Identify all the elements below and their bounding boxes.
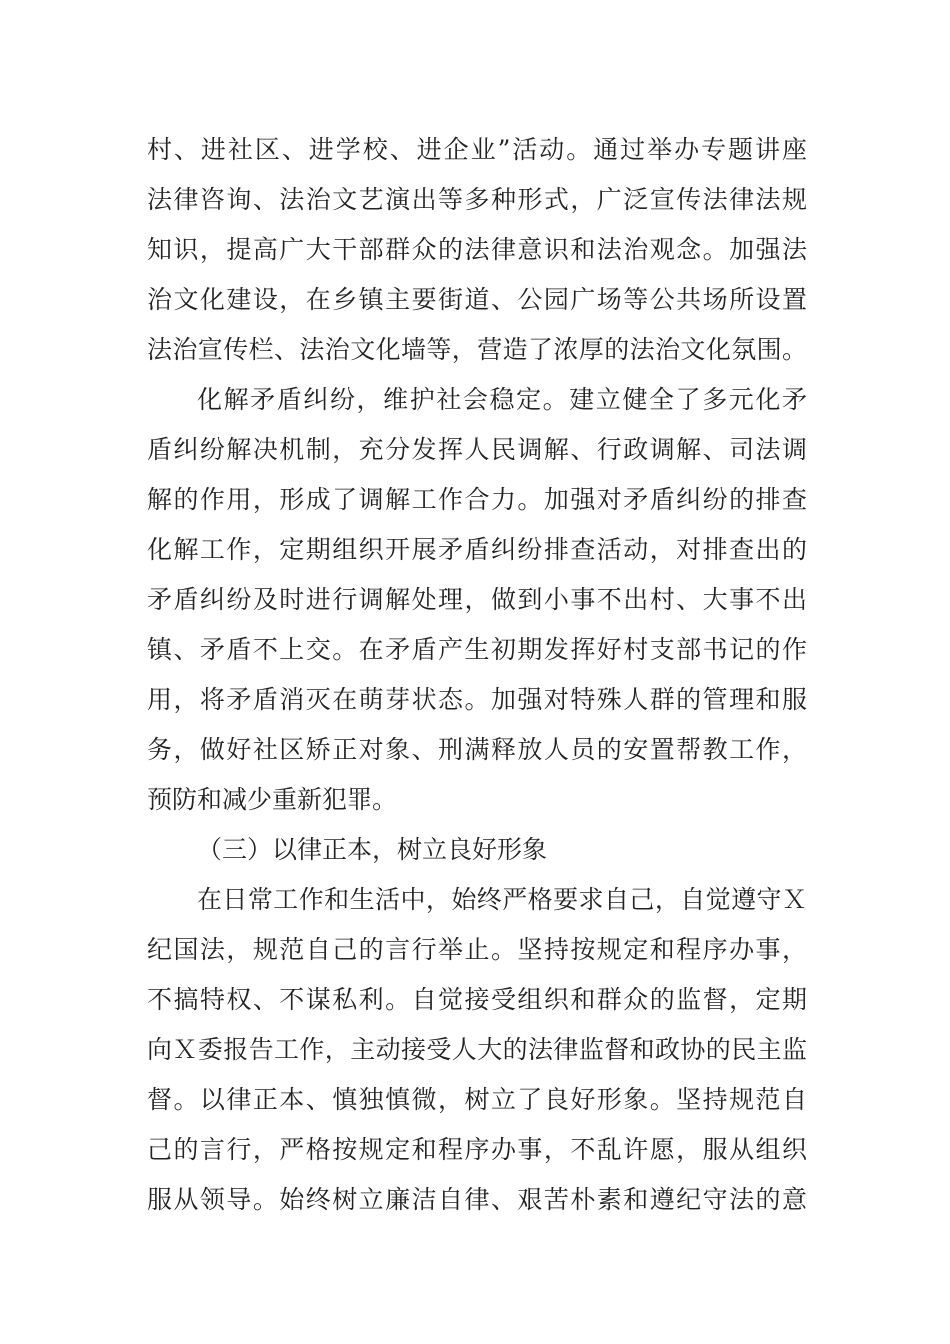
- text-line: 不搞特权、不谋私利。自觉接受组织和群众的监督，定期: [147, 985, 807, 1014]
- text-line: 治文化建设，在乡镇主要街道、公园广场等公共场所设置: [147, 285, 807, 314]
- text-line: 己的言行，严格按规定和程序办事，不乱许愿，服从组织: [147, 1135, 807, 1164]
- text-line: 督。以律正本、慎独慎微，树立了良好形象。坚持规范自: [147, 1085, 807, 1114]
- text-line: 用，将矛盾消灭在萌芽状态。加强对特殊人群的管理和服: [147, 685, 807, 714]
- text-line: 镇、矛盾不上交。在矛盾产生初期发挥好村支部书记的作: [147, 635, 807, 664]
- text-line: 知识，提高广大干部群众的法律意识和法治观念。加强法: [147, 235, 807, 264]
- text-line: 服从领导。始终树立廉洁自律、艰苦朴素和遵纪守法的意: [147, 1185, 807, 1214]
- text-line: 盾纠纷解决机制，充分发挥人民调解、行政调解、司法调: [147, 435, 807, 464]
- text-line: 法律咨询、法治文艺演出等多种形式，广泛宣传法律法规: [147, 185, 807, 214]
- text-line: 在日常工作和生活中，始终严格要求自己，自觉遵守Ｘ: [197, 885, 807, 914]
- text-line: 化解矛盾纠纷，维护社会稳定。建立健全了多元化矛: [197, 385, 807, 414]
- text-line: 纪国法，规范自己的言行举止。坚持按规定和程序办事，: [147, 935, 807, 964]
- text-line: 化解工作，定期组织开展矛盾纠纷排查活动，对排查出的: [147, 535, 807, 564]
- section-heading: （三）以律正本，树立良好形象: [197, 835, 548, 864]
- text-line: 预防和减少重新犯罪。: [147, 785, 398, 814]
- text-line: 务，做好社区矫正对象、刑满释放人员的安置帮教工作，: [147, 735, 807, 764]
- text-line: 村、进社区、进学校、进企业”活动。通过举办专题讲座: [147, 135, 807, 164]
- text-line: 解的作用，形成了调解工作合力。加强对矛盾纠纷的排查: [147, 485, 807, 514]
- text-line: 法治宣传栏、法治文化墙等，营造了浓厚的法治文化氛围。: [147, 335, 807, 364]
- text-line: 向Ｘ委报告工作，主动接受人大的法律监督和政协的民主监: [147, 1035, 807, 1064]
- text-line: 矛盾纠纷及时进行调解处理，做到小事不出村、大事不出: [147, 585, 807, 614]
